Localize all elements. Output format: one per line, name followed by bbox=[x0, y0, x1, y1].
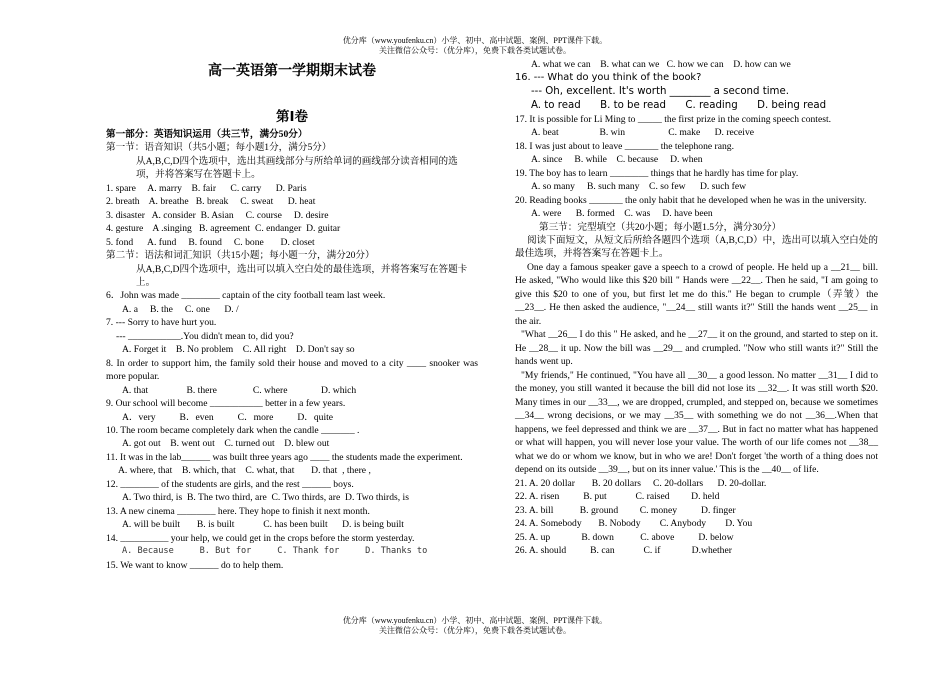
question-options: A. Two third, is B. The two third, are C. Two thirds, are D. Two thirds, is bbox=[122, 492, 409, 504]
question-stem: --- Oh, excellent. It's worth ________ a second time. bbox=[531, 85, 789, 97]
header-line-2: 关注微信公众号：（优分库），免费下载各类试题试卷。 bbox=[379, 46, 571, 55]
left-column bbox=[106, 58, 478, 572]
question-options: A. will be built B. is built C. has been built D. is being built bbox=[122, 519, 404, 531]
part1-heading: 第一部分：英语知识运用（共三节，满分50分） bbox=[106, 129, 308, 140]
cloze-option-row: 25. A. up B. down C. above D. below bbox=[515, 531, 734, 543]
section3-instruction: 阅读下面短文，从短文后所给各题四个选项（A,B,C,D）中，选出可以填入空白处的最佳选项，并将答案写在答题卡上。 bbox=[515, 234, 878, 260]
passage-paragraph: "My friends," He continued, "You have all __30__ a good lesson. No matter __31__ I did to the money, you still wanted it because the bill did not lose its __32__. It was still worth $20. Many times in our __33__, we are dropped, crumpled, and stepped on, because we sometimes __34__ wrong decisions, or we may __35__ with something we do not __36__.When that happens, we feel depressed and think we are __37__. But in fact no matter what has happened or what will happen, you will never lose your value. The worth of our life comes not __38__ what we do or whom we know, but in who we are! Don't forget 'the worth of a thing does not depend on its outside __39__, but on its inner value.' This is the __40__ of life. bbox=[515, 369, 878, 476]
page-header bbox=[0, 36, 950, 56]
question-stem: 16. --- What do you think of the book? bbox=[515, 72, 702, 84]
section2-heading: 第二节：语法和词汇知识（共15小题；每小题一分，满分20分） bbox=[106, 250, 375, 262]
question-stem: 14. __________ your help, we could get in the crops before the storm yesterday. bbox=[106, 532, 415, 544]
cloze-option-row: 24. A. Somebody B. Nobody C. Anybody D. You bbox=[515, 518, 753, 530]
question-options: A. beat B. win C. make D. receive bbox=[531, 127, 755, 139]
question-options: A. Forget it B. No problem C. All right D. Don't say so bbox=[122, 344, 355, 356]
question-options: A. Because B. But for C. Thank for D. Thanks to bbox=[122, 546, 428, 557]
page-footer bbox=[0, 616, 950, 636]
cloze-option-row: 22. A. risen B. put C. raised D. held bbox=[515, 491, 720, 503]
section1-heading: 第一节：语音知识（共5小题；每小题1分，满分5分） bbox=[106, 142, 332, 154]
cloze-option-row: 26. A. should B. can C. if D.whether bbox=[515, 545, 732, 557]
question-stem: 18. I was just about to leave _______ the telephone rang. bbox=[515, 140, 735, 152]
question-options: A. that B. there C. where D. which bbox=[122, 384, 357, 396]
passage-paragraph: One day a famous speaker gave a speech to a crowd of people. He held up a __21__ bill. He asked, "Who would like this $20 bill " Hands were __22__. Then he said, "I am going to give this $20 to one of you, but first let me do this." He began to crumple（弄皱）the __23__. He then asked the audience, "__24__ still wants it?" Still the hands went __25__ in the air. bbox=[515, 261, 878, 327]
section3-heading: 第三节：完型填空（共20小题；每小题1.5分，满分30分） bbox=[539, 221, 782, 233]
phonics-item: 1. spare A. marry B. fair C. carry D. Paris bbox=[106, 182, 307, 194]
header-line-1: 优分库（www.youfenku.cn）小学、初中、高中试题、案例、PPT课件下载。 bbox=[342, 36, 608, 45]
phonics-item: 4. gesture A .singing B. agreement C. endanger D. guitar bbox=[106, 223, 341, 235]
question-stem: 9. Our school will become ___________ better in a few years. bbox=[106, 398, 346, 410]
cloze-option-row: 23. A. bill B. ground C. money D. finger bbox=[515, 504, 736, 516]
question-stem: 7. --- Sorry to have hurt you. bbox=[106, 317, 217, 329]
question-options: A. since B. while C. because D. when bbox=[531, 154, 703, 166]
question-options: A．very B．even C．more D．quite bbox=[122, 411, 334, 423]
question-options: A. so many B. such many C. so few D. such few bbox=[531, 181, 747, 193]
question-options: A. got out B. went out C. turned out D. blew out bbox=[122, 438, 330, 450]
question-stem: 6．John was made ________ captain of the city football team last week. bbox=[106, 290, 386, 302]
section1-instruction: 从A,B,C,D四个选项中，选出其画线部分与所给单词的画线部分读音相同的选项，并将答案写在答题卡上。 bbox=[136, 155, 458, 181]
cloze-option-row: 21. A. 20 dollar B. 20 dollars C. 20-dollars D. 20-dollar. bbox=[515, 477, 767, 489]
question-stem: 15. We want to know ______ do to help them. bbox=[106, 559, 284, 571]
question-stem: 8. In order to support him, the family sold their house and moved to a city ____ snooker was more popular. bbox=[106, 357, 478, 383]
phonics-item: 5. fond A. fund B. found C. bone D. closet bbox=[106, 236, 315, 248]
question-options: A. where, that B. which, that C. what, that D. that , there , bbox=[118, 465, 371, 477]
question-options: A. what we can B. what can we C. how we can D. how can we bbox=[531, 59, 791, 70]
phonics-item: 3. disaster A. consider B. Asian C. course D. desire bbox=[106, 209, 329, 221]
question-stem: 13. A new cinema ________ here. They hope to finish it next month. bbox=[106, 505, 370, 517]
question-options: A. a B. the C. one D. / bbox=[122, 303, 239, 315]
volume-heading: 第Ⅰ卷 bbox=[275, 109, 309, 125]
exam-title: 高一英语第一学期期末试卷 bbox=[208, 63, 376, 79]
question-options: A. were B. formed C. was D. have been bbox=[531, 208, 713, 220]
question-stem: 20. Reading books _______ the only habit that he developed when he was in the university. bbox=[515, 194, 867, 206]
phonics-item: 2. breath A. breathe B. break C. sweat D. heat bbox=[106, 196, 316, 208]
passage-paragraph: "What __26__ I do this " He asked, and he __27__ it on the ground, and started to step on it. He __28__ it up. Now the bill was __29__ and crumpled. "Now who still wants it?" Still the hands went up. bbox=[515, 329, 878, 368]
question-stem: 11. It was in the lab______ was built three years ago ____ the students made the experiment. bbox=[106, 451, 463, 463]
question-options: A. to read B. to be read C. reading D. being read bbox=[531, 99, 827, 111]
question-stem: 19. The boy has to learn ________ things that he hardly has time for play. bbox=[515, 167, 799, 179]
question-stem: 17. It is possible for Li Ming to _____ the first prize in the coming speech contest. bbox=[515, 113, 832, 125]
right-column bbox=[515, 58, 878, 558]
grammar-questions bbox=[106, 289, 478, 572]
footer-line-1: 优分库（www.youfenku.cn）小学、初中、高中试题、案例、PPT课件下载。 bbox=[342, 616, 608, 625]
section2-instruction: 从A,B,C,D四个选项中，选出可以填入空白处的最佳选项，并将答案写在答题卡上。 bbox=[136, 263, 468, 288]
question-stem: --- ___________.You didn't mean to, did you? bbox=[116, 330, 294, 342]
question-stem: 10. The room became completely dark when the candle _______ . bbox=[106, 424, 360, 436]
footer-line-2: 关注微信公众号：（优分库），免费下载各类试题试卷。 bbox=[379, 626, 571, 635]
phonics-list bbox=[106, 182, 478, 249]
cloze-options bbox=[515, 477, 878, 558]
question-stem: 12. ________ of the students are girls, and the rest ______ boys. bbox=[106, 478, 354, 490]
